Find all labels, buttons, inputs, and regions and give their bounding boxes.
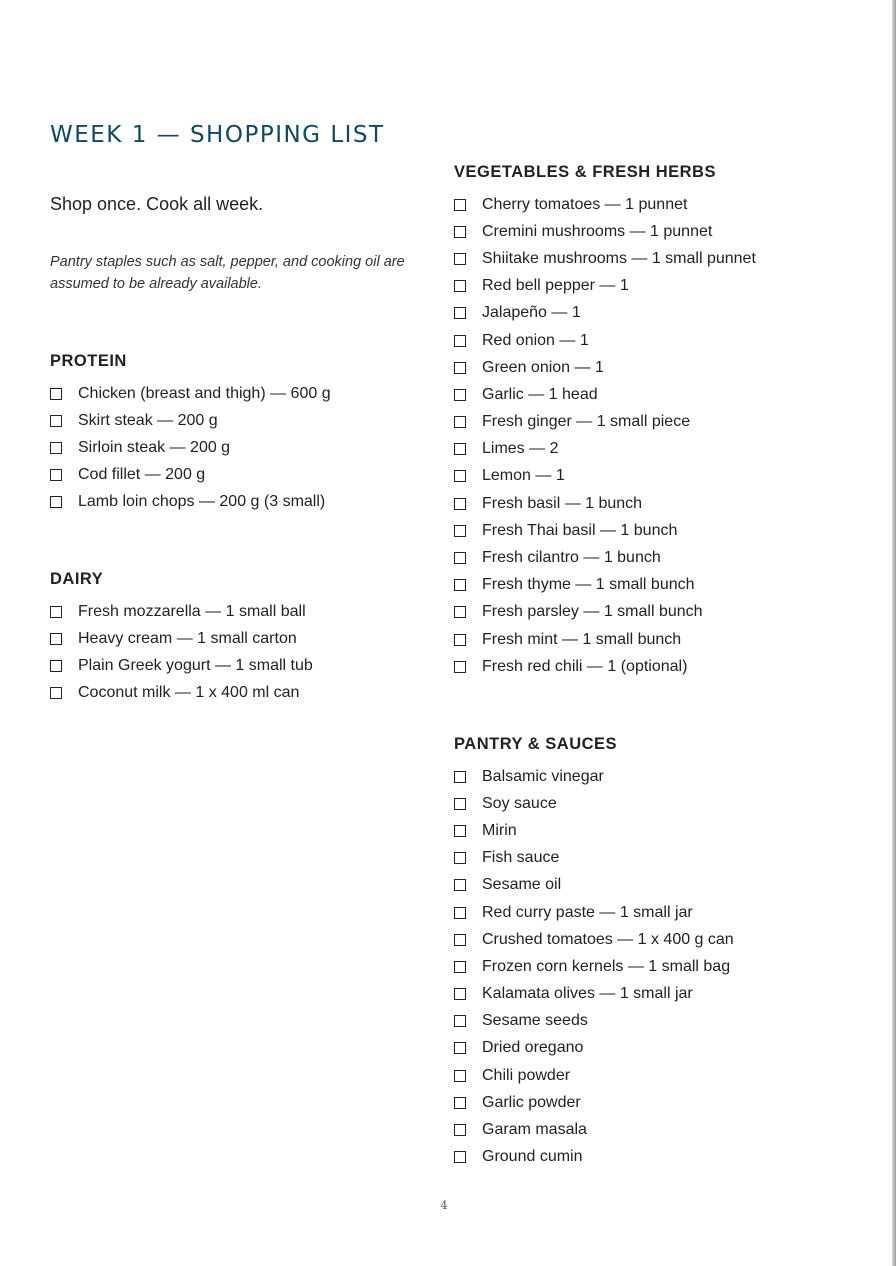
checklist-pantry (454, 763, 734, 1171)
list-item (454, 899, 734, 926)
checkbox-icon[interactable] (454, 525, 466, 537)
item-label: Garlic powder (482, 1093, 581, 1111)
checkbox-icon[interactable] (454, 879, 466, 891)
item-label: Crushed tomatoes — 1 x 400 g can (482, 930, 734, 948)
list-item (50, 652, 313, 679)
checkbox-icon[interactable] (454, 389, 466, 401)
list-item (454, 354, 756, 381)
item-label: Dried oregano (482, 1039, 584, 1057)
checkbox-icon[interactable] (454, 661, 466, 673)
list-item (50, 380, 331, 407)
item-label: Cremini mushrooms — 1 punnet (482, 222, 713, 240)
item-label: Garlic — 1 head (482, 385, 598, 403)
item-label: Fresh basil — 1 bunch (482, 494, 643, 512)
checkbox-icon[interactable] (454, 1070, 466, 1082)
checkbox-icon[interactable] (454, 226, 466, 238)
list-item (454, 218, 756, 245)
item-label: Ground cumin (482, 1148, 583, 1166)
section-heading-protein: PROTEIN (50, 352, 127, 370)
checkbox-icon[interactable] (454, 1042, 466, 1054)
list-item (50, 598, 313, 625)
list-item (454, 1062, 734, 1089)
checkbox-icon[interactable] (454, 907, 466, 919)
list-item (454, 1116, 734, 1143)
item-label: Coconut milk — 1 x 400 ml can (78, 684, 300, 702)
checkbox-icon[interactable] (454, 852, 466, 864)
item-label: Lamb loin chops — 200 g (3 small) (78, 493, 326, 511)
list-item (50, 625, 313, 652)
list-item (454, 653, 756, 680)
section-heading-vegetables: VEGETABLES & FRESH HERBS (454, 163, 716, 181)
list-item (454, 953, 734, 980)
checkbox-icon[interactable] (50, 442, 62, 454)
item-label: Kalamata olives — 1 small jar (482, 985, 693, 1003)
list-item (454, 1144, 734, 1171)
checkbox-icon[interactable] (454, 579, 466, 591)
checkbox-icon[interactable] (454, 1097, 466, 1109)
section-pantry (454, 733, 734, 1171)
checkbox-icon[interactable] (50, 496, 62, 508)
page-edge-shadow (892, 0, 896, 1266)
item-label: Sirloin steak — 200 g (78, 438, 231, 456)
checkbox-icon[interactable] (454, 988, 466, 1000)
list-item (454, 191, 756, 218)
item-label: Plain Greek yogurt — 1 small tub (78, 656, 313, 674)
checkbox-icon[interactable] (454, 362, 466, 374)
item-label: Soy sauce (482, 794, 557, 812)
checkbox-icon[interactable] (50, 469, 62, 481)
checkbox-icon[interactable] (454, 634, 466, 646)
list-item (454, 817, 734, 844)
pantry-note: Pantry staples such as salt, pepper, and cooking oil are assumed to be already available. (50, 254, 405, 292)
checkbox-icon[interactable] (50, 415, 62, 427)
item-label: Fresh red chili — 1 (optional) (482, 657, 688, 675)
item-label: Heavy cream — 1 small carton (78, 629, 297, 647)
item-label: Lemon — 1 (482, 467, 565, 485)
tagline: Shop once. Cook all week. (50, 194, 264, 214)
list-item (454, 517, 756, 544)
item-label: Jalapeño — 1 (482, 304, 581, 322)
checkbox-icon[interactable] (50, 606, 62, 618)
item-label: Mirin (482, 821, 517, 839)
list-item (454, 245, 756, 272)
checkbox-icon[interactable] (50, 388, 62, 400)
checkbox-icon[interactable] (454, 498, 466, 510)
checkbox-icon[interactable] (454, 307, 466, 319)
checklist-protein (50, 380, 331, 516)
list-item (454, 490, 756, 517)
item-label: Sesame oil (482, 876, 562, 894)
item-label: Red curry paste — 1 small jar (482, 903, 693, 921)
list-item (454, 845, 734, 872)
list-item (454, 381, 756, 408)
section-protein (50, 350, 331, 516)
checkbox-icon[interactable] (50, 687, 62, 699)
checkbox-icon[interactable] (454, 199, 466, 211)
list-item (454, 1035, 734, 1062)
checkbox-icon[interactable] (454, 416, 466, 428)
checkbox-icon[interactable] (454, 443, 466, 455)
item-label: Fresh mozzarella — 1 small ball (78, 602, 306, 620)
checkbox-icon[interactable] (50, 633, 62, 645)
item-label: Fresh parsley — 1 small bunch (482, 603, 703, 621)
page-title: WEEK 1 — SHOPPING LIST (50, 122, 385, 148)
list-item (454, 572, 756, 599)
list-item (454, 1089, 734, 1116)
section-vegetables (454, 161, 756, 680)
item-label: Shiitake mushrooms — 1 small punnet (482, 249, 756, 267)
checkbox-icon[interactable] (454, 1151, 466, 1163)
checkbox-icon[interactable] (454, 934, 466, 946)
list-item (50, 489, 331, 516)
item-label: Balsamic vinegar (482, 767, 604, 785)
list-item (454, 409, 756, 436)
list-item (50, 680, 313, 707)
list-item (454, 436, 756, 463)
checkbox-icon[interactable] (454, 961, 466, 973)
section-heading-pantry: PANTRY & SAUCES (454, 735, 618, 753)
item-label: Green onion — 1 (482, 358, 604, 376)
item-label: Fresh mint — 1 small bunch (482, 630, 682, 648)
checkbox-icon[interactable] (454, 280, 466, 292)
list-item (454, 790, 734, 817)
list-item (454, 981, 734, 1008)
item-label: Fresh thyme — 1 small bunch (482, 576, 695, 594)
item-label: Red onion — 1 (482, 331, 589, 349)
list-item (50, 434, 331, 461)
checklist-dairy (50, 598, 313, 707)
list-item (454, 626, 756, 653)
item-label: Fresh cilantro — 1 bunch (482, 549, 661, 567)
checkbox-icon[interactable] (454, 335, 466, 347)
list-item (454, 1008, 734, 1035)
item-label: Chili powder (482, 1066, 571, 1084)
item-label: Frozen corn kernels — 1 small bag (482, 957, 731, 975)
checklist-vegetables (454, 191, 756, 680)
checkbox-icon[interactable] (454, 798, 466, 810)
list-item (454, 273, 756, 300)
item-label: Red bell pepper — 1 (482, 277, 629, 295)
checkbox-icon[interactable] (454, 470, 466, 482)
checkbox-icon[interactable] (454, 1124, 466, 1136)
checkbox-icon[interactable] (454, 606, 466, 618)
list-item (454, 872, 734, 899)
item-label: Cod fillet — 200 g (78, 466, 206, 484)
list-item (454, 599, 756, 626)
checkbox-icon[interactable] (454, 771, 466, 783)
item-label: Fresh ginger — 1 small piece (482, 413, 691, 431)
checkbox-icon[interactable] (50, 660, 62, 672)
list-item (454, 327, 756, 354)
checkbox-icon[interactable] (454, 552, 466, 564)
section-dairy (50, 568, 313, 707)
list-item (50, 407, 331, 434)
page-number: 4 (440, 1199, 448, 1212)
item-label: Fresh Thai basil — 1 bunch (482, 521, 678, 539)
section-heading-dairy: DAIRY (50, 570, 104, 588)
item-label: Skirt steak — 200 g (78, 411, 218, 429)
checkbox-icon[interactable] (454, 825, 466, 837)
list-item (454, 544, 756, 571)
list-item (454, 463, 756, 490)
list-item (454, 300, 756, 327)
checkbox-icon[interactable] (454, 253, 466, 265)
item-label: Limes — 2 (482, 440, 559, 458)
item-label: Garam masala (482, 1121, 587, 1139)
item-label: Cherry tomatoes — 1 punnet (482, 195, 688, 213)
list-item (454, 763, 734, 790)
item-label: Chicken (breast and thigh) — 600 g (78, 384, 331, 402)
checkbox-icon[interactable] (454, 1015, 466, 1027)
item-label: Fish sauce (482, 849, 560, 867)
list-item (454, 926, 734, 953)
item-label: Sesame seeds (482, 1012, 588, 1030)
list-item (50, 462, 331, 489)
